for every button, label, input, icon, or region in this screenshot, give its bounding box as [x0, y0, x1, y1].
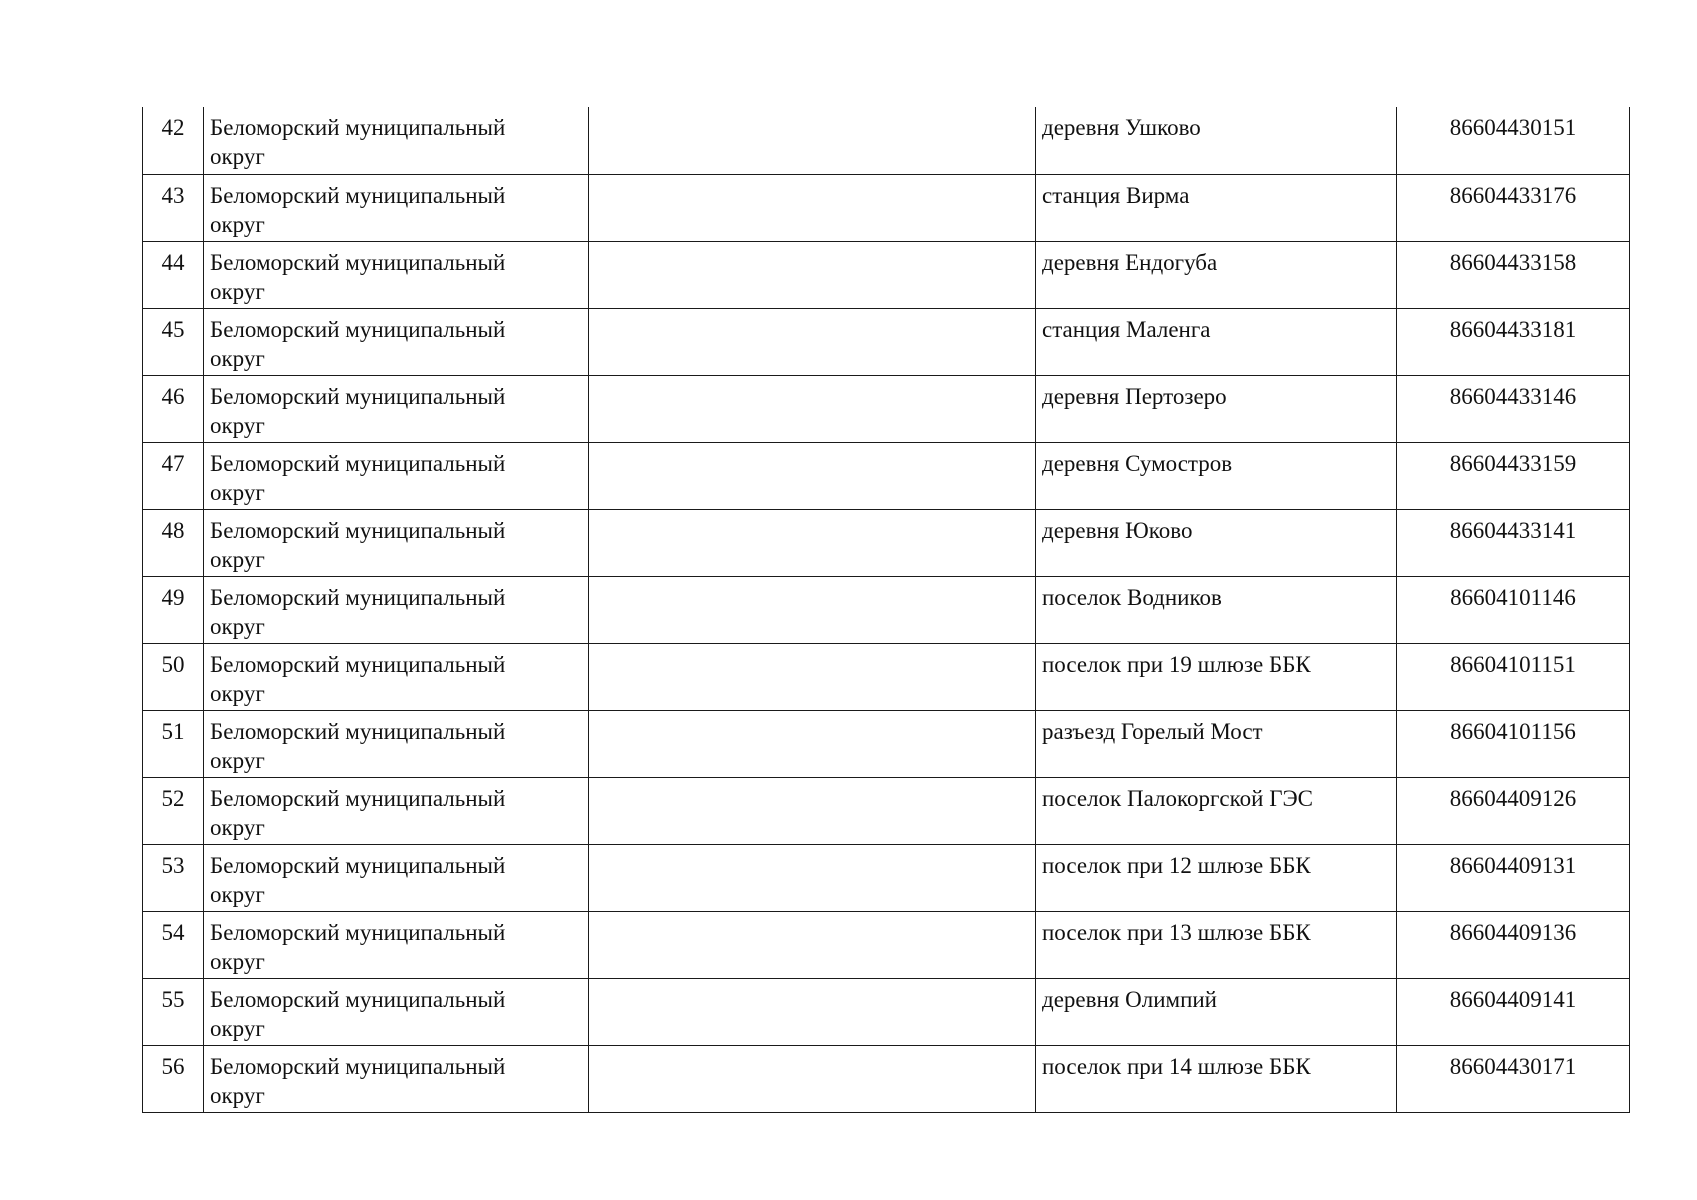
- empty-cell: [589, 308, 1036, 375]
- district-name-line2: округ: [210, 680, 265, 706]
- table-row: [143, 1045, 1630, 1112]
- table-row: [143, 375, 1630, 442]
- district-name-line2: округ: [210, 948, 265, 974]
- settlement-name: поселок при 19 шлюзе ББК: [1036, 643, 1397, 710]
- district-name-line2: округ: [210, 412, 265, 438]
- district-cell: [204, 375, 589, 442]
- district-cell: [204, 978, 589, 1045]
- oktmo-code: 86604433159: [1397, 442, 1630, 509]
- row-number: 42: [143, 107, 204, 174]
- district-name-line2: округ: [210, 144, 265, 169]
- oktmo-code: 86604101156: [1397, 710, 1630, 777]
- row-number: 55: [143, 978, 204, 1045]
- table-row: [143, 509, 1630, 576]
- district-name-line1: Беломорский муниципальный: [210, 383, 506, 409]
- oktmo-code: 86604101151: [1397, 643, 1630, 710]
- table-row: [143, 241, 1630, 308]
- table-row: [143, 643, 1630, 710]
- district-name-line1: Беломорский муниципальный: [210, 115, 506, 140]
- district-cell: [204, 174, 589, 241]
- empty-cell: [589, 911, 1036, 978]
- row-number: 47: [143, 442, 204, 509]
- empty-cell: [589, 643, 1036, 710]
- settlement-name: деревня Сумостров: [1036, 442, 1397, 509]
- district-name-line1: Беломорский муниципальный: [210, 249, 506, 275]
- oktmo-code: 86604409131: [1397, 844, 1630, 911]
- district-name-line2: округ: [210, 345, 265, 371]
- oktmo-code: 86604430151: [1397, 107, 1630, 174]
- district-name-line2: округ: [210, 814, 265, 840]
- oktmo-code: 86604409136: [1397, 911, 1630, 978]
- district-name-line1: Беломорский муниципальный: [210, 450, 506, 476]
- district-name-line1: Беломорский муниципальный: [210, 584, 506, 610]
- district-name-line2: округ: [210, 479, 265, 505]
- settlement-name: станция Вирма: [1036, 174, 1397, 241]
- empty-cell: [589, 509, 1036, 576]
- settlements-table: [142, 107, 1630, 1113]
- empty-cell: [589, 107, 1036, 174]
- district-cell: [204, 107, 589, 174]
- row-number: 52: [143, 777, 204, 844]
- row-number: 54: [143, 911, 204, 978]
- empty-cell: [589, 1045, 1036, 1112]
- table-row: [143, 107, 1630, 174]
- oktmo-code: 86604433158: [1397, 241, 1630, 308]
- row-number: 44: [143, 241, 204, 308]
- row-number: 50: [143, 643, 204, 710]
- district-name-line1: Беломорский муниципальный: [210, 1053, 506, 1079]
- table-row: [143, 710, 1630, 777]
- table-row: [143, 844, 1630, 911]
- empty-cell: [589, 442, 1036, 509]
- settlement-name: поселок при 12 шлюзе ББК: [1036, 844, 1397, 911]
- district-name-line2: округ: [210, 546, 265, 572]
- row-number: 43: [143, 174, 204, 241]
- table-row: [143, 777, 1630, 844]
- row-number: 56: [143, 1045, 204, 1112]
- empty-cell: [589, 844, 1036, 911]
- settlement-name: деревня Пертозеро: [1036, 375, 1397, 442]
- district-cell: [204, 308, 589, 375]
- empty-cell: [589, 174, 1036, 241]
- district-cell: [204, 241, 589, 308]
- empty-cell: [589, 241, 1036, 308]
- table-body: [143, 107, 1630, 1112]
- district-name-line1: Беломорский муниципальный: [210, 718, 506, 744]
- district-name-line1: Беломорский муниципальный: [210, 316, 506, 342]
- settlement-name: деревня Ендогуба: [1036, 241, 1397, 308]
- settlement-name: поселок при 14 шлюзе ББК: [1036, 1045, 1397, 1112]
- district-name-line2: округ: [210, 278, 265, 304]
- district-name-line1: Беломорский муниципальный: [210, 785, 506, 811]
- district-cell: [204, 576, 589, 643]
- district-name-line2: округ: [210, 881, 265, 907]
- district-cell: [204, 442, 589, 509]
- district-cell: [204, 844, 589, 911]
- row-number: 45: [143, 308, 204, 375]
- row-number: 48: [143, 509, 204, 576]
- row-number: 51: [143, 710, 204, 777]
- settlement-name: деревня Ушково: [1036, 107, 1397, 174]
- table-row: [143, 978, 1630, 1045]
- oktmo-code: 86604433181: [1397, 308, 1630, 375]
- oktmo-code: 86604101146: [1397, 576, 1630, 643]
- district-cell: [204, 1045, 589, 1112]
- oktmo-code: 86604433176: [1397, 174, 1630, 241]
- district-name-line1: Беломорский муниципальный: [210, 651, 506, 677]
- oktmo-code: 86604433141: [1397, 509, 1630, 576]
- district-cell: [204, 509, 589, 576]
- oktmo-code: 86604409141: [1397, 978, 1630, 1045]
- district-cell: [204, 710, 589, 777]
- table-row: [143, 911, 1630, 978]
- table-row: [143, 576, 1630, 643]
- oktmo-code: 86604433146: [1397, 375, 1630, 442]
- row-number: 49: [143, 576, 204, 643]
- district-name-line1: Беломорский муниципальный: [210, 919, 506, 945]
- empty-cell: [589, 576, 1036, 643]
- oktmo-code: 86604430171: [1397, 1045, 1630, 1112]
- district-name-line1: Беломорский муниципальный: [210, 517, 506, 543]
- district-name-line2: округ: [210, 1082, 265, 1108]
- settlement-name: поселок при 13 шлюзе ББК: [1036, 911, 1397, 978]
- district-name-line2: округ: [210, 613, 265, 639]
- table-row: [143, 308, 1630, 375]
- empty-cell: [589, 375, 1036, 442]
- settlement-name: деревня Юково: [1036, 509, 1397, 576]
- row-number: 46: [143, 375, 204, 442]
- district-name-line2: округ: [210, 211, 265, 237]
- settlement-name: разъезд Горелый Мост: [1036, 710, 1397, 777]
- table-row: [143, 174, 1630, 241]
- row-number: 53: [143, 844, 204, 911]
- settlement-name: поселок Палокоргской ГЭС: [1036, 777, 1397, 844]
- settlement-name: деревня Олимпий: [1036, 978, 1397, 1045]
- empty-cell: [589, 710, 1036, 777]
- district-name-line2: округ: [210, 747, 265, 773]
- district-name-line1: Беломорский муниципальный: [210, 986, 506, 1012]
- district-name-line2: округ: [210, 1015, 265, 1041]
- settlement-name: поселок Водников: [1036, 576, 1397, 643]
- district-cell: [204, 911, 589, 978]
- empty-cell: [589, 777, 1036, 844]
- table-row: [143, 442, 1630, 509]
- empty-cell: [589, 978, 1036, 1045]
- district-name-line1: Беломорский муниципальный: [210, 182, 506, 208]
- oktmo-code: 86604409126: [1397, 777, 1630, 844]
- district-name-line1: Беломорский муниципальный: [210, 852, 506, 878]
- district-cell: [204, 777, 589, 844]
- settlement-name: станция Маленга: [1036, 308, 1397, 375]
- district-cell: [204, 643, 589, 710]
